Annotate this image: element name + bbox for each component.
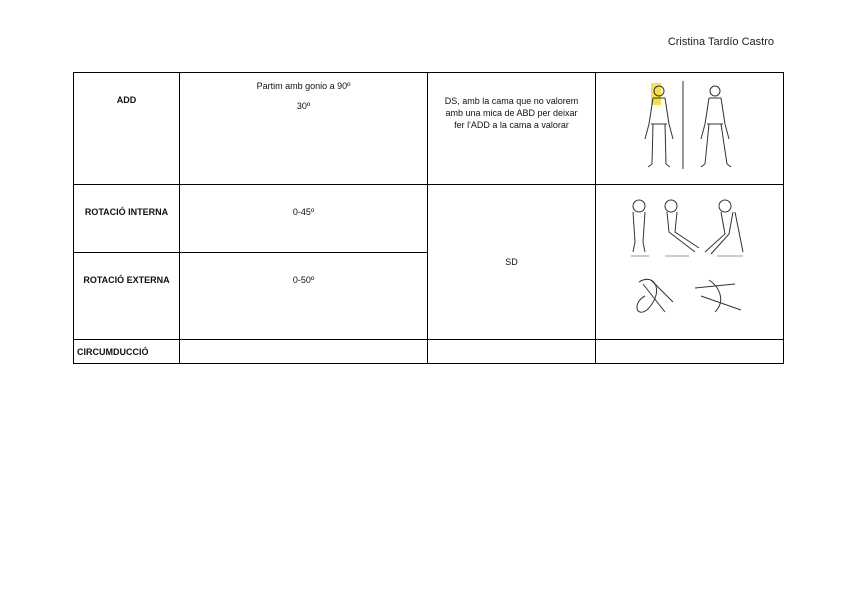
rotation-illustration (625, 192, 755, 332)
row-label-external-rotation: ROTACIÓ EXTERNA (83, 275, 170, 285)
add-position-description: DS, amb la cama que no valorem amb una mica de ABD per deixar fer l'ADD a la cama a valorar (444, 96, 579, 130)
table-row (74, 340, 784, 364)
row-label-internal-rotation: ROTACIÓ INTERNA (84, 207, 169, 217)
row-label-circumduction: CIRCUMDUCCIÓ (74, 340, 180, 364)
adduction-illustration (635, 79, 745, 179)
value-cell (180, 253, 428, 340)
rotation-illustration-cell (596, 185, 784, 340)
value-cell (180, 73, 428, 185)
add-illustration-cell (596, 73, 784, 185)
rotation-position-cell (428, 185, 596, 340)
internal-rotation-value: 0-45º (292, 207, 315, 217)
position-cell (428, 73, 596, 185)
row-label-cell (74, 73, 180, 185)
external-rotation-value: 0-50º (292, 275, 315, 285)
add-start-note: Partim amb gonio a 90º (256, 81, 351, 91)
value-cell (180, 185, 428, 253)
range-of-motion-table (73, 72, 784, 364)
row-label-cell (74, 253, 180, 340)
rotation-position-text: SD (505, 257, 518, 267)
table-row (74, 73, 784, 185)
row-label-cell (74, 185, 180, 253)
row-label-add: ADD (116, 95, 137, 105)
author-name: Cristina Tardío Castro (667, 36, 774, 48)
table-row (74, 185, 784, 253)
value-cell (180, 340, 428, 364)
illustration-cell (596, 340, 784, 364)
add-range-value: 30º (296, 101, 311, 111)
position-cell (428, 340, 596, 364)
